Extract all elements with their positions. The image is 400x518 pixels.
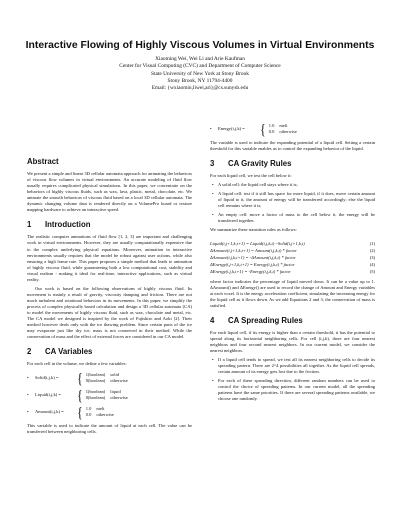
abstract-text: We present a simple and linear 3D cellular automata approach for animating the behaviors of viscous flow volumes in virtual environments. An accurate modeling of fluid flow usually requires complicated physical simulations. In this paper, we concentrate on the behaviors of highly viscous fluids, such as wax, lava, plastic, metal, chocolate, etc. We animate the smooth behaviors of viscous fluid based on a local 3D cellular automata. The dynamic changing volume data is rendered directly on a VolumePro board or texture mapping hardware to achieve an interactive speed. [27, 171, 192, 213]
equation-row [210, 268, 375, 275]
brace: { [77, 386, 83, 404]
equation-number: (4) [369, 261, 375, 267]
ca-variables-intro: For each cell in the volume, we define a few variables: [27, 361, 127, 367]
case-condition: melt [279, 123, 288, 128]
equation-number: (3) [369, 254, 375, 260]
list-item: • A liquid cell: test if it still has space for more liquid, if it does, move certain amount of liquid to it, the amount of energy will be transferred accordingly; else the liquid cell remains where it is; [218, 191, 375, 209]
case-value: 1.0 [85, 406, 92, 412]
case-value: 0(boolean) [85, 395, 106, 401]
gravity-summary: We summarize these transition rules as follows: [210, 227, 297, 233]
intro-paragraph-1: The realistic computer animations of fluid flow [1, 2, 3] are important and challenging work in virtual environments. However, they are usually computationally expensive due to the complex underlying physical equations. Moreover, animation in interactive environments usually requires that the model be robust against user actions, while also ensuring a high frame rate. This paper proposes a simple method that leads to animation of highly viscous fluid, while guaranteeing both a low computational cost, stability and visual realism - making it ideal for real-time, interactive applications, such as virtual reality. [27, 234, 192, 282]
section-title: Introduction [45, 220, 91, 230]
definition-cases [269, 123, 302, 135]
brace: { [260, 120, 266, 138]
amount-definition [27, 403, 192, 421]
bullet: • [27, 392, 29, 398]
gravity-explanation: where factor indicates the percentage of liquid moved down. It can be a value up to 1. ΔAmount() and ΔEnergy() are used to record the change of Amount and Energy variables at each voxel. It is the energy acceleration coefficient, simulating the increasing energy for the liquid cell as it flows down. As we add Equations 2 and 3, the conservation of mass is satisfied. [210, 278, 375, 308]
gravity-intro: For each liquid cell, we test the cell below it: [210, 173, 292, 179]
case-value: 0(boolean) [85, 378, 106, 384]
brace: { [77, 369, 83, 387]
definition-lhs: Solid(i,j,k) = [35, 375, 59, 381]
list-item: • An empty cell: move a factor of mass to the cell below it, the energy will be transferred together. [218, 212, 375, 224]
ca-variables-heading [27, 349, 192, 355]
author-names: Xiaoming Wei, Wei Li and Arie Kaufman [155, 56, 245, 62]
intro-heading [27, 222, 192, 228]
case-value: 0.0 [268, 129, 275, 134]
equation-number: (2) [369, 247, 375, 253]
list-item: • A solid cell: the liquid cell stays where it is; [218, 182, 375, 188]
brace: { [77, 403, 83, 421]
equation-row [210, 247, 375, 254]
section-title: CA Gravity Rules [228, 159, 292, 169]
definition-lhs: Energy(i,j,k) = [218, 125, 245, 131]
case-value: 0.0 [85, 412, 92, 418]
case-condition: liquid [110, 389, 121, 395]
section-number: 4 [210, 315, 215, 325]
section-title: CA Variables [45, 347, 93, 357]
equation-number: (1) [369, 240, 375, 246]
equation-row [210, 254, 375, 261]
section-number: 1 [27, 220, 32, 230]
definition-cases [86, 389, 133, 401]
definition-lhs: Liquid(i,j,k) = [35, 392, 61, 398]
gravity-rules-list [210, 182, 375, 224]
case-condition: otherwise [110, 395, 128, 401]
left-column [27, 150, 192, 438]
spreading-intro: For each liquid cell, if its energy is higher than a certain threshold, it has the potential to spread along its horizontal neighboring cells. For cell (i,j,k), there are four nearest neighbors and four second nearest neighbors. In our current model, we consider the nearest neighbors. [210, 329, 375, 353]
equation-row [210, 261, 375, 268]
definition-lhs: Amount(i,j,k) = [35, 409, 64, 415]
author-city: Stony Brook, NY 11794-4400 [167, 77, 233, 84]
energy-definition [210, 120, 375, 138]
case-value: 1(boolean) [85, 372, 106, 378]
right-column [210, 118, 375, 405]
list-item: • For each of these spreading direction, different random numbers can be used to control the choice of spreading patterns. In our current model, all the spreading patterns have the same priorities. If there are several spreading patterns available, we choose one randomly. [218, 378, 375, 402]
equation-row [210, 240, 375, 247]
case-value: 1.0 [268, 123, 275, 128]
bullet: • [27, 409, 29, 415]
author-lab: Center for Visual Computing (CVC) and Department of Computer Science [119, 63, 281, 70]
case-value: 1(boolean) [85, 389, 106, 395]
paper-title: Interactive Flowing of Highly Viscous Volumes in Virtual Environments [25, 40, 375, 51]
author-block [20, 56, 380, 92]
gravity-heading [210, 161, 375, 167]
definition-cases [86, 372, 133, 384]
case-condition: otherwise [110, 378, 128, 384]
liquid-definition [27, 386, 192, 404]
section-number: 3 [210, 159, 215, 169]
author-email: Email: {wxiaomin,liwei,ari}@cs.sunysb.edu [151, 85, 249, 92]
amount-description: This variable is used to indicate the amount of liquid at each cell. The value can be transferred between neighboring cells. [27, 423, 192, 435]
energy-description: The variable is used to indicate the expanding potential of a liquid cell. Setting a certain threshold for this variable enables us to control the expanding behavior of the liquid. [210, 140, 375, 152]
list-item: • If a liquid cell tends to spread, we test all its nearest neighboring cells to decide its spreading pattern. There are 2^4 possibilities all together. As the liquid cell spreads, certain amount of its energy gets lost due to the friction. [218, 357, 375, 375]
solid-definition [27, 369, 192, 387]
abstract-heading: Abstract [27, 157, 59, 166]
equation: ΔAmount(i,j+1,k,t+1) = Amount(i,j,k,t) * factor [210, 247, 297, 253]
spreading-rules-list [210, 357, 375, 402]
equations [210, 240, 375, 275]
case-condition: otherwise [279, 129, 297, 134]
equation: ΔEnergy(i,j+1,k,t+1) = Energy(i,j,k,t) * factor [210, 261, 295, 267]
equation: ΔEnergy(i,j,k,t+1) = -Energy(i,j,k,t) * factor [210, 268, 291, 274]
intro-paragraph-2: Our work is based on the following observations of highly viscous fluid. Its movement is mainly a result of gravity, viscosity damping and friction. There are not much turbulent and rotational behaviors in its movements. In this paper, we simplify the process of complex physically based calculation and design a 3D cellular automata (CA) to model the movements of highly viscous fluid, such as wax, chocolate and metal, etc. The CA model we designed is inspired by the work of Fujishiro and Aoki [2]. Their method however deals only with the ice thawing problem. Since certain parts of the ice may evaporate just like dry ice, mass is not conserved in their method. While the conservation of mass and the effect of external forces are considered in our CA model. [27, 285, 192, 340]
author-university: State University of New York at Stony Brook [151, 70, 249, 77]
case-condition: otherwise [96, 412, 114, 418]
equation: ΔAmount(i,j,k,t+1) = -ΔAmount(i,j,k,t) * factor [210, 254, 296, 260]
case-condition: solid [110, 372, 120, 378]
spreading-heading [210, 315, 375, 325]
equation: Liquid(i,j+1,k,t+1) = Liquid(i,j,k,t) ~Solid(i,j+1,k,t) [210, 240, 305, 246]
case-condition: melt [96, 406, 105, 412]
equation-number: (5) [369, 268, 375, 274]
section-number: 2 [27, 347, 32, 357]
section-title: CA Spreading Rules [228, 315, 303, 325]
bullet: • [27, 375, 29, 381]
definition-cases [86, 406, 119, 418]
bullet: • [210, 125, 212, 131]
